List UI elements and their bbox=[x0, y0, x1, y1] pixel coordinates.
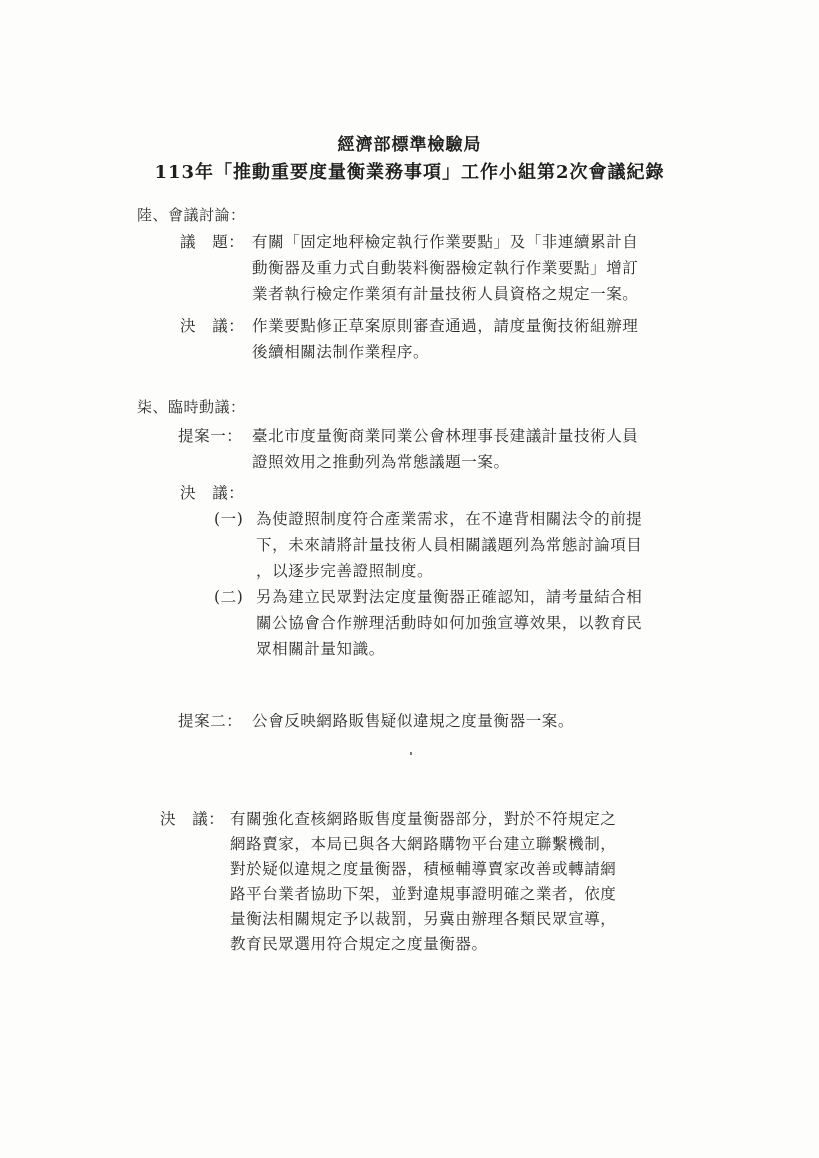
proposal-2-label: 提案二： bbox=[178, 712, 243, 730]
item-1-line: 下，未來請將計量技術人員相關議題列為常態討論項目 bbox=[256, 536, 643, 554]
topic-line: 業者執行檢定作業須有計量技術人員資格之規定一案。 bbox=[252, 285, 639, 303]
resolution-line: 後續相關法制作業程序。 bbox=[252, 343, 430, 361]
organization-title: 經濟部標準檢驗局 bbox=[337, 135, 482, 155]
topic-line: 動衡器及重力式自動裝料衡器檢定執行作業要點」增訂 bbox=[252, 259, 639, 277]
resolution-1-label: 決 議： bbox=[180, 484, 245, 502]
item-2-line: 眾相關計量知識。 bbox=[256, 640, 385, 658]
resolution-2-line: 量衡法相關規定予以裁罰，另冀由辦理各類民眾宣導， bbox=[230, 910, 617, 928]
resolution-line: 作業要點修正草案原則審查通過，請度量衡技術組辦理 bbox=[252, 317, 639, 335]
item-2-line: 關公協會合作辦理活動時如何加強宣導效果，以教育民 bbox=[256, 614, 643, 632]
meeting-title: 113年「推動重要度量衡業務事項」工作小組第2次會議紀錄 bbox=[154, 162, 665, 183]
item-1-marker: (一) bbox=[214, 510, 244, 528]
item-1-line: ，以逐步完善證照制度。 bbox=[256, 562, 434, 580]
scan-speck bbox=[410, 752, 412, 755]
topic-label: 議 題： bbox=[180, 233, 245, 251]
item-2-marker: (二) bbox=[214, 588, 244, 606]
item-2-line: 另為建立民眾對法定度量衡器正確認知，請考量結合相 bbox=[256, 588, 643, 606]
resolution-2-line: 路平台業者協助下架，並對違規事證明確之業者，依度 bbox=[230, 885, 617, 903]
resolution-2-line: 網路賣家，本局已與各大網路購物平台建立聯繫機制， bbox=[230, 835, 617, 853]
item-1-line: 為使證照制度符合產業需求，在不違背相關法令的前提 bbox=[256, 510, 643, 528]
resolution-2-line: 有關強化查核網路販售度量衡器部分，對於不符規定之 bbox=[230, 810, 617, 828]
resolution-2-line: 對於疑似違規之度量衡器，積極輔導賣家改善或轉請網 bbox=[230, 860, 617, 878]
section-heading-discussion: 陸、會議討論： bbox=[137, 206, 246, 224]
proposal-2-text: 公會反映網路販售疑似違規之度量衡器一案。 bbox=[252, 712, 575, 730]
section-heading-extempore: 柒、臨時動議： bbox=[137, 398, 246, 416]
resolution-2-line: 教育民眾選用符合規定之度量衡器。 bbox=[230, 935, 488, 953]
proposal-1-line: 證照效用之推動列為常態議題一案。 bbox=[252, 453, 510, 471]
resolution-label: 決 議： bbox=[180, 317, 245, 335]
topic-line: 有關「固定地秤檢定執行作業要點」及「非連續累計自 bbox=[252, 233, 639, 251]
proposal-1-line: 臺北市度量衡商業同業公會林理事長建議計量技術人員 bbox=[252, 427, 639, 445]
proposal-1-label: 提案一： bbox=[178, 427, 243, 445]
resolution-2-label: 決 議： bbox=[160, 810, 225, 828]
